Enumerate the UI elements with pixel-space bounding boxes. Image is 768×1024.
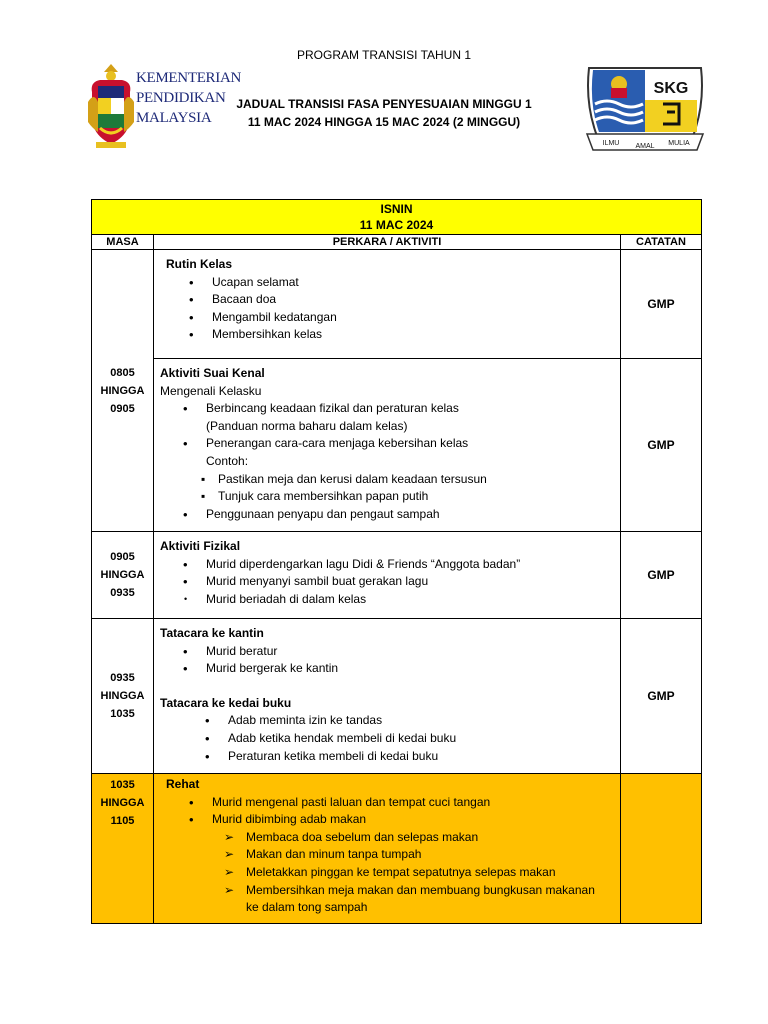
table-row (92, 250, 702, 359)
svg-text:ILMU: ILMU (602, 140, 620, 147)
day-header-row (92, 200, 702, 235)
sub-list-item: ➢ Membersihkan meja makan dan membuang bungkusan makanan ke dalam tong sampah (166, 882, 604, 917)
table-row (92, 619, 702, 774)
col-catatan: CATATAN (621, 235, 702, 250)
svg-text:SKG: SKG (653, 80, 689, 97)
program-title: PROGRAM TRANSISI TAHUN 1 (296, 48, 472, 62)
table-row (92, 359, 702, 532)
col-masa: MASA (92, 235, 154, 250)
list-item: • Peraturan ketika membeli di kedai buku (160, 748, 614, 766)
list-item: • Penerangan cara-cara menjaga kebersihan kelas Contoh: (160, 435, 614, 470)
list-item: • Adab ketika hendak membeli di kedai buku (160, 730, 614, 748)
activity-title: Tatacara ke kedai buku (160, 695, 292, 710)
day-date: 11 MAC 2024 (359, 218, 434, 232)
list-item: • Penggunaan penyapu dan pengaut sampah (160, 506, 614, 524)
list-item: • Murid beratur (160, 643, 614, 661)
catatan-cell: GMP (621, 532, 702, 619)
time-cell: 0905 HINGGA 0935 (92, 532, 154, 619)
time-cell: 0935 HINGGA 1035 (92, 619, 154, 774)
catatan-cell: GMP (621, 250, 702, 359)
activity-subtitle: Mengenali Kelasku (160, 383, 262, 398)
activity-cell (154, 619, 621, 774)
activity-title: Aktiviti Suai Kenal (160, 366, 265, 380)
list-item: • Murid diperdengarkan lagu Didi & Friends “Anggota badan” (160, 556, 614, 574)
list-item: • Murid menyanyi sambil buat gerakan lagu (160, 573, 614, 591)
day-name: ISNIN (380, 202, 413, 216)
catatan-cell (621, 774, 702, 924)
list-item: • Murid mengenal pasti laluan dan tempat cuci tangan (166, 794, 604, 812)
list-item: • Berbincang keadaan fizikal dan peraturan kelas (Panduan norma baharu dalam kelas) (160, 400, 614, 435)
sub-list-item: ➢ Meletakkan pinggan ke tempat sepatutnya selepas makan (166, 864, 604, 882)
catatan-cell: GMP (621, 359, 702, 532)
activity-cell (154, 532, 621, 619)
sub-list-item: ▪ Pastikan meja dan kerusi dalam keadaan tersusun (160, 471, 614, 489)
list-item: • Mengambil kedatangan (166, 309, 614, 327)
table-row (92, 532, 702, 619)
day-header (92, 200, 702, 235)
kpm-wordmark: KEMENTERIAN PENDIDIKAN MALAYSIA (136, 70, 242, 126)
list-item: • Murid dibimbing adab makan (166, 811, 604, 829)
activity-cell (154, 774, 621, 924)
catatan-cell: GMP (621, 619, 702, 774)
sub-list-item: ➢ Membaca doa sebelum dan selepas makan (166, 829, 604, 847)
list-item: • Bacaan doa (166, 291, 614, 309)
col-perkara: PERKARA / AKTIVITI (154, 235, 621, 250)
schedule-title: JADUAL TRANSISI FASA PENYESUAIAN MINGGU 1 11 MAC 2024 HINGGA 15 MAC 2024 (2 MINGGU) (236, 97, 532, 129)
activity-title: Rehat (166, 777, 200, 791)
svg-text:MULIA: MULIA (668, 140, 690, 147)
list-item: • Ucapan selamat (166, 274, 614, 292)
list-item: • Membersihkan kelas (166, 326, 614, 344)
column-header-row (92, 235, 702, 250)
list-item: • Murid beriadah di dalam kelas (160, 591, 614, 609)
activity-title: Aktiviti Fizikal (160, 539, 241, 553)
activity-title: Tatacara ke kantin (160, 626, 264, 640)
time-cell: 0805 HINGGA 0905 (92, 250, 154, 532)
time-cell: 1035 HINGGA 1105 (92, 774, 154, 924)
sub-list-item: ➢ Makan dan minum tanpa tumpah (166, 846, 604, 864)
activity-cell (154, 250, 621, 359)
sub-list-item: ▪ Tunjuk cara membersihkan papan putih (160, 488, 614, 506)
list-item: • Murid bergerak ke kantin (160, 660, 614, 678)
svg-text:AMAL: AMAL (635, 143, 655, 150)
schedule-table (91, 199, 702, 924)
activity-cell (154, 359, 621, 532)
list-item: • Adab meminta izin ke tandas (160, 712, 614, 730)
skg-school-logo (583, 64, 707, 152)
activity-title: Rutin Kelas (166, 257, 233, 271)
table-row (92, 774, 702, 924)
kpm-crest-icon (88, 62, 134, 150)
